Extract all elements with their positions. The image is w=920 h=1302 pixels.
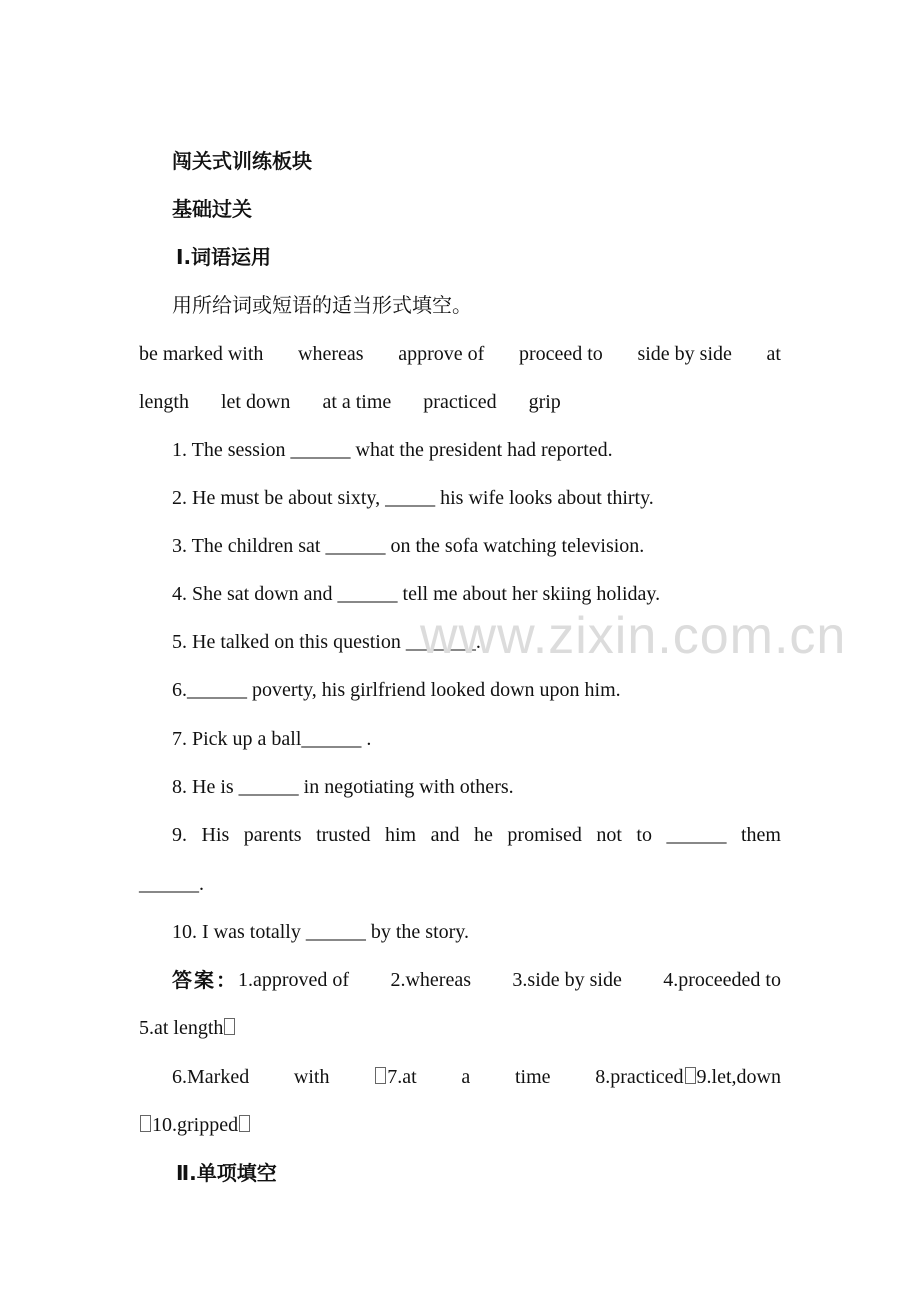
subsection-title: 基础过关 bbox=[172, 197, 252, 221]
answer-item: 6.Marked bbox=[172, 1066, 250, 1088]
word-bank-item: at bbox=[766, 343, 781, 365]
q9-word: 9. bbox=[172, 824, 187, 846]
question-3: 3. The children sat ______ on the sofa watching television. bbox=[172, 535, 645, 557]
missing-glyph-icon bbox=[239, 1115, 250, 1132]
question-7: 7. Pick up a ball______ . bbox=[172, 728, 372, 750]
word-bank-line-2 bbox=[139, 390, 561, 414]
answer-item: time bbox=[514, 1066, 551, 1088]
answer-label: 答案： bbox=[172, 968, 238, 992]
word-bank-line-1 bbox=[139, 342, 781, 366]
answer-line-3 bbox=[172, 1065, 781, 1089]
question-6: 6.______ poverty, his girlfriend looked down upon him. bbox=[172, 679, 621, 701]
question-5: 5. He talked on this question _______. bbox=[172, 631, 481, 653]
part1-title: Ⅰ.词语运用 bbox=[176, 245, 272, 269]
word-bank-item: at a time bbox=[322, 391, 392, 413]
word-bank-item: be marked with bbox=[139, 343, 264, 365]
word-bank-item: approve of bbox=[398, 343, 485, 365]
question-9 bbox=[172, 823, 781, 847]
q9-word: he bbox=[474, 824, 493, 846]
missing-glyph-icon bbox=[685, 1067, 696, 1084]
instruction: 用所给词或短语的适当形式填空。 bbox=[172, 293, 472, 317]
answer-item: 2.whereas bbox=[390, 969, 472, 991]
q9-word: to bbox=[636, 824, 652, 846]
answer-item: 8.practiced bbox=[595, 1066, 684, 1088]
missing-glyph-icon bbox=[375, 1067, 386, 1084]
q9-word: trusted bbox=[316, 824, 371, 846]
answer-item: 4.proceeded to bbox=[663, 969, 781, 991]
word-bank-item: proceed to bbox=[518, 343, 603, 365]
answer-item: 10.gripped bbox=[152, 1114, 239, 1136]
part2-title: Ⅱ.单项填空 bbox=[176, 1161, 277, 1185]
answer-line-4 bbox=[139, 1113, 251, 1137]
q9-word: and bbox=[430, 824, 460, 846]
word-bank-item: grip bbox=[528, 391, 561, 413]
word-bank-item: length bbox=[139, 391, 189, 413]
answer-item: 9.let,down bbox=[696, 1066, 781, 1088]
question-8: 8. He is ______ in negotiating with others. bbox=[172, 776, 514, 798]
word-bank-item: whereas bbox=[298, 343, 364, 365]
word-bank-item: side by side bbox=[637, 343, 732, 365]
question-2: 2. He must be about sixty, _____ his wife looks about thirty. bbox=[172, 487, 654, 509]
question-4: 4. She sat down and ______ tell me about her skiing holiday. bbox=[172, 583, 661, 605]
q9-word: not bbox=[596, 824, 622, 846]
q9-word: ______ bbox=[666, 824, 727, 846]
watermark: www.zixin.com.cn bbox=[420, 607, 847, 665]
q9-word: His bbox=[201, 824, 230, 846]
question-10: 10. I was totally ______ by the story. bbox=[172, 921, 470, 943]
missing-glyph-icon bbox=[224, 1018, 235, 1035]
word-bank-item: practiced bbox=[423, 391, 497, 413]
missing-glyph-icon bbox=[140, 1115, 151, 1132]
answer-item: with bbox=[293, 1066, 330, 1088]
question-1: 1. The session ______ what the president had reported. bbox=[172, 439, 613, 461]
word-bank-item: let down bbox=[221, 391, 291, 413]
answer-line-1 bbox=[172, 968, 781, 992]
answer-item: 1.approved of bbox=[238, 969, 350, 991]
q9-word: parents bbox=[243, 824, 302, 846]
answer-item: 3.side by side bbox=[512, 969, 622, 991]
answer-line-2 bbox=[139, 1016, 236, 1040]
answer-item: a bbox=[461, 1066, 471, 1088]
q9-word: them bbox=[740, 824, 781, 846]
section-title: 闯关式训练板块 bbox=[172, 149, 312, 173]
answer-item: 7.at bbox=[387, 1066, 417, 1088]
q9-word: promised bbox=[507, 824, 582, 846]
q9-word: him bbox=[385, 824, 417, 846]
answer-item: 5.at length bbox=[139, 1017, 224, 1039]
question-9-continued: ______. bbox=[139, 873, 204, 895]
